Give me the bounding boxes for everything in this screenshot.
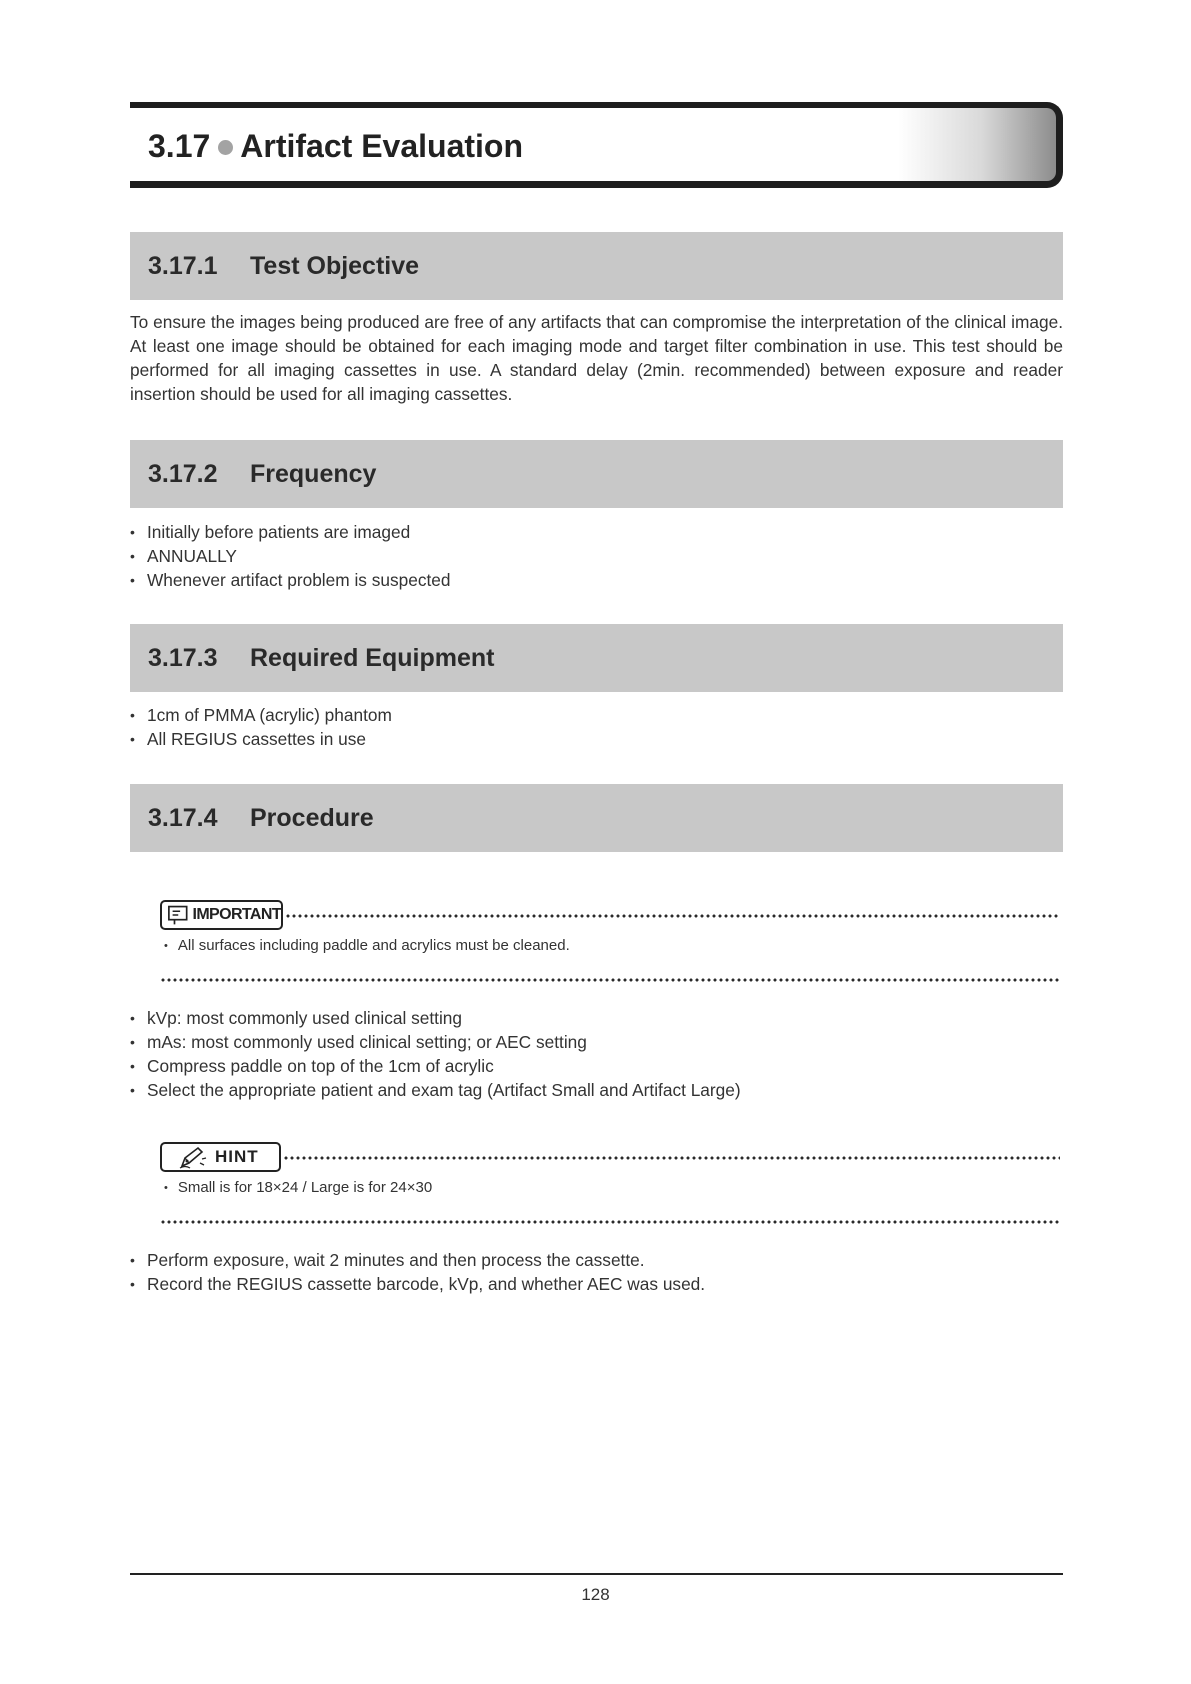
hint-label: [160, 1142, 281, 1172]
list-item: • ANNUALLY: [130, 544, 451, 568]
frequency-list: [130, 520, 451, 592]
list-item: • Record the REGIUS cassette barcode, kVp, and whether AEC was used.: [130, 1272, 705, 1296]
section-number: 3.17.1: [148, 251, 218, 280]
objective-paragraph: To ensure the images being produced are free of any artifacts that can compromise the interpretation of the clinical image. At least one image should be obtained for each imaging mode and target filter combination in use. This test should be performed for all imaging cassettes in use. A standard delay (2min. recommended) between exposure and reader insertion should be used for all imaging cassettes.: [130, 312, 1063, 404]
hint-label-text: HINT: [215, 1147, 259, 1166]
list-item: • Initially before patients are imaged: [130, 520, 451, 544]
section-number: 3.17.4: [148, 803, 218, 832]
section-number: 3.17.3: [148, 643, 218, 672]
section-title: Required Equipment: [250, 643, 495, 672]
procedure-list-1: [130, 1006, 741, 1102]
list-item: • kVp: most commonly used clinical setting: [130, 1006, 741, 1030]
list-item: • Perform exposure, wait 2 minutes and then process the cassette.: [130, 1248, 705, 1272]
footer-rule: [130, 1573, 1063, 1575]
section-header-frequency: [130, 440, 1063, 508]
dotted-divider: [160, 978, 1060, 982]
list-item: • mAs: most commonly used clinical setting; or AEC setting: [130, 1030, 741, 1054]
section-header-test-objective: [130, 232, 1063, 300]
section-header-required-equipment: [130, 624, 1063, 692]
list-item: • Whenever artifact problem is suspected: [130, 568, 451, 592]
hint-note: • Small is for 18×24 / Large is for 24×30: [164, 1179, 433, 1196]
hint-note-text: Small is for 18×24 / Large is for 24×30: [177, 1179, 433, 1196]
hint-pen-icon: [176, 1144, 208, 1170]
section-title: Procedure: [250, 803, 374, 832]
procedure-list-2: [130, 1248, 705, 1296]
list-item: • Select the appropriate patient and exam tag (Artifact Small and Artifact Large): [130, 1078, 741, 1102]
chapter-title: [148, 128, 523, 165]
important-label-text: IMPORTANT: [192, 906, 281, 923]
chapter-header: [130, 102, 1063, 188]
section-title: Frequency: [250, 459, 377, 488]
dotted-divider: [283, 1156, 1060, 1160]
section-number: 3.17.2: [148, 459, 218, 488]
dotted-divider: [160, 1220, 1060, 1224]
bullet-dot-icon: [218, 140, 233, 155]
chapter-name: Artifact Evaluation: [240, 128, 523, 164]
important-note-text: All surfaces including paddle and acrylics must be cleaned.: [177, 937, 570, 954]
list-item: • Compress paddle on top of the 1cm of acrylic: [130, 1054, 741, 1078]
hint-notice: [160, 1142, 1060, 1224]
important-icon: [167, 903, 189, 927]
equipment-list: [130, 703, 392, 751]
dotted-divider: [285, 914, 1060, 918]
page-number: 128: [581, 1585, 610, 1604]
list-item: • 1cm of PMMA (acrylic) phantom: [130, 703, 392, 727]
section-title: Test Objective: [250, 251, 420, 280]
chapter-number: 3.17: [148, 128, 211, 164]
important-note: • All surfaces including paddle and acrylics must be cleaned.: [164, 937, 570, 954]
section-header-procedure: [130, 784, 1063, 852]
list-item: • All REGIUS cassettes in use: [130, 727, 392, 751]
important-label: [160, 900, 283, 930]
important-notice: [160, 900, 1060, 982]
